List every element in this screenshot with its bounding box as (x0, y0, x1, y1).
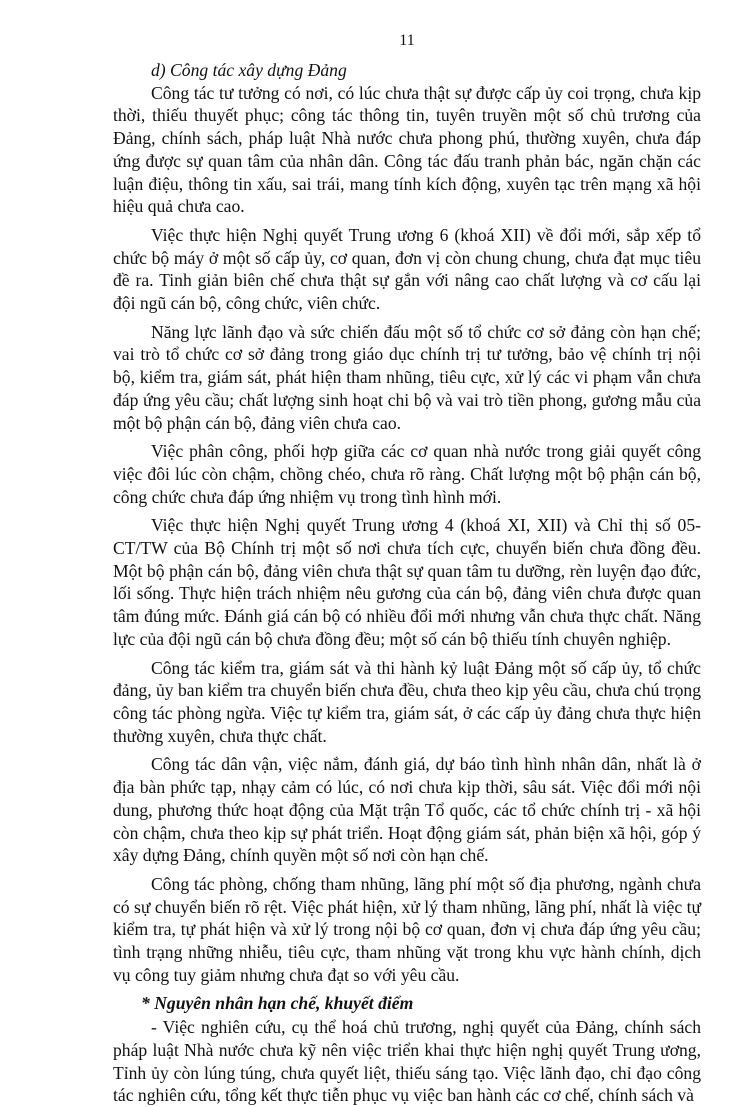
section-title: d) Công tác xây dựng Đảng (151, 60, 347, 80)
paragraph-resolution-4: Việc thực hiện Nghị quyết Trung ương 4 (khoá XI, XII) và Chỉ thị số 05-CT/TW của Bộ Chính trị một số nơi chưa tích cực, chuyển biến chưa đồng đều. Một bộ phận cán bộ, đảng viên chưa thật sự quan tâm tu dưỡng, rèn luyện đạo đức, lối sống. Thực hiện trách nhiệm nêu gương của cán bộ, đảng viên chưa được quan tâm đúng mức. Đánh giá cán bộ có nhiều đổi mới nhưng vẫn chưa thực chất. Năng lực của đội ngũ cán bộ chưa đồng đều; một số cán bộ thiếu tính chuyên nghiệp. (113, 515, 701, 649)
paragraph-resolution-6: Việc thực hiện Nghị quyết Trung ương 6 (khoá XII) về đổi mới, sắp xếp tổ chức bộ máy ở một số cấp ủy, cơ quan, đơn vị còn chung chung, chưa đạt mục tiêu đề ra. Tinh giản biên chế chưa thật sự gắn với nâng cao chất lượng và cơ cấu lại đội ngũ cán bộ, công chức, viên chức. (113, 224, 701, 314)
paragraph-leadership-capacity: Năng lực lãnh đạo và sức chiến đấu một số tổ chức cơ sở đảng còn hạn chế; vai trò tổ chức cơ sở đảng trong giáo dục chính trị tư tưởng, bảo vệ chính trị nội bộ, kiểm tra, giám sát, phát hiện tham nhũng, tiêu cực, xử lý các vi phạm vẫn chưa đáp ứng yêu cầu; chất lượng sinh hoạt chi bộ và vai trò tiền phong, gương mẫu của một bộ phận cán bộ, đảng viên chưa cao. (113, 321, 701, 433)
paragraph-anti-corruption: Công tác phòng, chống tham nhũng, lãng phí một số địa phương, ngành chưa có sự chuyển biến rõ rệt. Việc phát hiện, xử lý tham nhũng, lãng phí, nhất là việc tự kiểm tra, tự phát hiện và xử lý trong nội bộ cơ quan, đơn vị chưa đáp ứng yêu cầu; tình trạng những nhiễu, tiêu cực, tham nhũng vặt trong khu vực hành chính, dịch vụ công tuy giảm nhưng chưa đạt so với yêu cầu. (113, 873, 701, 985)
paragraph-ideology: Công tác tư tưởng có nơi, có lúc chưa thật sự được cấp ủy coi trọng, chưa kịp thời, thiếu thuyết phục; công tác thông tin, tuyên truyền một số chủ trương của Đảng, chính sách, pháp luật Nhà nước chưa phong phú, thường xuyên, chưa đáp ứng được sự quan tâm của nhân dân. Công tác đấu tranh phản bác, ngăn chặn các luận điệu, thông tin xấu, sai trái, mang tính kích động, xuyên tạc trên mạng xã hội hiệu quả chưa cao. (113, 82, 701, 217)
page-number: 11 (399, 32, 415, 49)
paragraph-coordination: Việc phân công, phối hợp giữa các cơ quan nhà nước trong giải quyết công việc đôi lúc còn chậm, chồng chéo, chưa rõ ràng. Chất lượng một bộ phận cán bộ, công chức chưa đáp ứng nhiệm vụ trong tình hình mới. (113, 441, 701, 507)
paragraph-mass-mobilization: Công tác dân vận, việc nắm, đánh giá, dự báo tình hình nhân dân, nhất là ở địa bàn phức tạp, nhạy cảm có lúc, có nơi chưa kịp thời, sâu sát. Việc đổi mới nội dung, phương thức hoạt động của Mặt trận Tổ quốc, các tổ chức chính trị - xã hội còn chậm, chưa theo kịp sự phát triển. Hoạt động giám sát, phản biện xã hội, góp ý xây dựng Đảng, chính quyền một số nơi còn hạn chế. (113, 754, 701, 866)
paragraph-causes: - Việc nghiên cứu, cụ thể hoá chủ trương, nghị quyết của Đảng, chính sách pháp luật Nhà nước chưa kỹ nên việc triển khai thực hiện nghị quyết Trung ương, Tỉnh ủy còn lúng túng, chưa quyết liệt, thiếu sáng tạo. Việc lãnh đạo, chỉ đạo công tác nghiên cứu, tổng kết thực tiễn phục vụ việc ban hành các cơ chế, chính sách và (113, 1017, 701, 1106)
heading-causes: * Nguyên nhân hạn chế, khuyết điểm (141, 993, 414, 1014)
paragraph-inspection: Công tác kiểm tra, giám sát và thi hành kỷ luật Đảng một số cấp ủy, tổ chức đảng, ủy ban kiểm tra chuyển biến chưa đều, chưa theo kịp yêu cầu, chưa chú trọng công tác phòng ngừa. Việc tự kiểm tra, giám sát, ở các cấp ủy đảng chưa thực hiện thường xuyên, chưa thực chất. (113, 657, 701, 746)
